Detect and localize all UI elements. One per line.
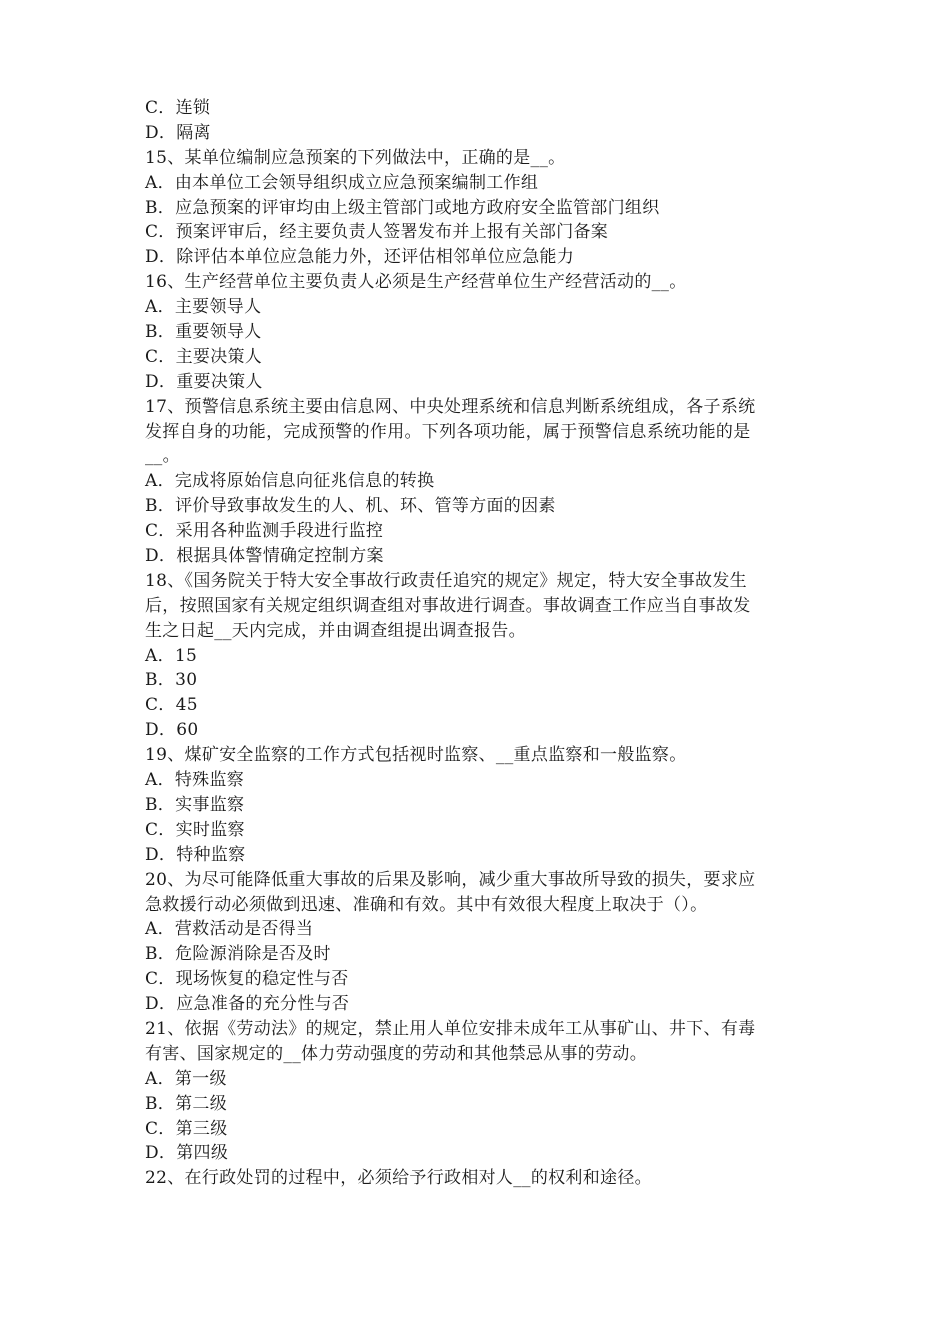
option-line: D．除评估本单位应急能力外，还评估相邻单位应急能力 (145, 247, 575, 268)
question-line: 生之日起__天内完成，并由调查组提出调查报告。 (145, 620, 526, 641)
document-page (145, 96, 817, 1191)
option-line: B．第二级 (145, 1093, 227, 1114)
question-line: 21、依据《劳动法》的规定，禁止用人单位安排未成年工从事矿山、井下、有毒 (145, 1018, 756, 1039)
question-line: 18、《国务院关于特大安全事故行政责任追究的规定》规定，特大安全事故发生 (145, 570, 747, 591)
option-line: C．预案评审后，经主要负责人签署发布并上报有关部门备案 (145, 222, 609, 243)
option-line: D．第四级 (145, 1143, 229, 1164)
option-line: A．完成将原始信息向征兆信息的转换 (145, 471, 435, 492)
option-line: C．第三级 (145, 1118, 228, 1139)
question-line: 19、煤矿安全监察的工作方式包括视时监察、__重点监察和一般监察。 (145, 745, 687, 766)
option-line: D．重要决策人 (145, 371, 263, 392)
question-line: 急救援行动必须做到迅速、准确和有效。其中有效很大程度上取决于（）。 (145, 894, 708, 915)
option-line: B．30 (145, 670, 198, 691)
option-line: C．实时监察 (145, 819, 245, 840)
question-line: 22、在行政处罚的过程中，必须给予行政相对人__的权利和途径。 (145, 1168, 652, 1189)
question-line: 15、某单位编制应急预案的下列做法中，正确的是__。 (145, 147, 566, 168)
option-line: C．45 (145, 695, 198, 716)
question-line: 16、生产经营单位主要负责人必须是生产经营单位生产经营活动的__。 (145, 272, 687, 293)
option-line: B．应急预案的评审均由上级主管部门或地方政府安全监管部门组织 (145, 197, 660, 218)
question-line: __。 (145, 446, 180, 467)
option-line: C．连锁 (145, 98, 211, 118)
option-line: A．15 (145, 645, 198, 666)
option-line: D．60 (145, 720, 199, 741)
option-line: C．主要决策人 (145, 346, 263, 367)
option-line: D．根据具体警情确定控制方案 (145, 546, 384, 567)
option-line: C．现场恢复的稳定性与否 (145, 969, 349, 990)
question-line: 17、预警信息系统主要由信息网、中央处理系统和信息判断系统组成，各子系统 (145, 396, 756, 417)
option-line: D．隔离 (145, 122, 211, 143)
option-line: A．特殊监察 (145, 770, 245, 791)
question-line: 后，按照国家有关规定组织调查组对事故进行调查。事故调查工作应当自事故发 (145, 595, 751, 616)
option-line: A．主要领导人 (145, 297, 262, 318)
option-line: B．评价导致事故发生的人、机、环、管等方面的因素 (145, 496, 556, 517)
option-line: B．重要领导人 (145, 322, 262, 343)
option-line: A．第一级 (145, 1068, 227, 1089)
option-line: B．危险源消除是否及时 (145, 944, 331, 965)
option-line: B．实事监察 (145, 794, 245, 815)
option-line: D．特种监察 (145, 844, 246, 865)
question-line: 20、为尽可能降低重大事故的后果及影响，减少重大事故所导致的损失，要求应 (145, 869, 756, 890)
option-line: A．由本单位工会领导组织成立应急预案编制工作组 (145, 172, 539, 193)
option-line: C．采用各种监测手段进行监控 (145, 521, 384, 542)
question-line: 发挥自身的功能，完成预警的作用。下列各项功能，属于预警信息系统功能的是 (145, 421, 751, 442)
question-line: 有害、国家规定的__体力劳动强度的劳动和其他禁忌从事的劳动。 (145, 1043, 647, 1064)
option-line: A．营救活动是否得当 (145, 919, 314, 940)
option-line: D．应急准备的充分性与否 (145, 994, 350, 1015)
